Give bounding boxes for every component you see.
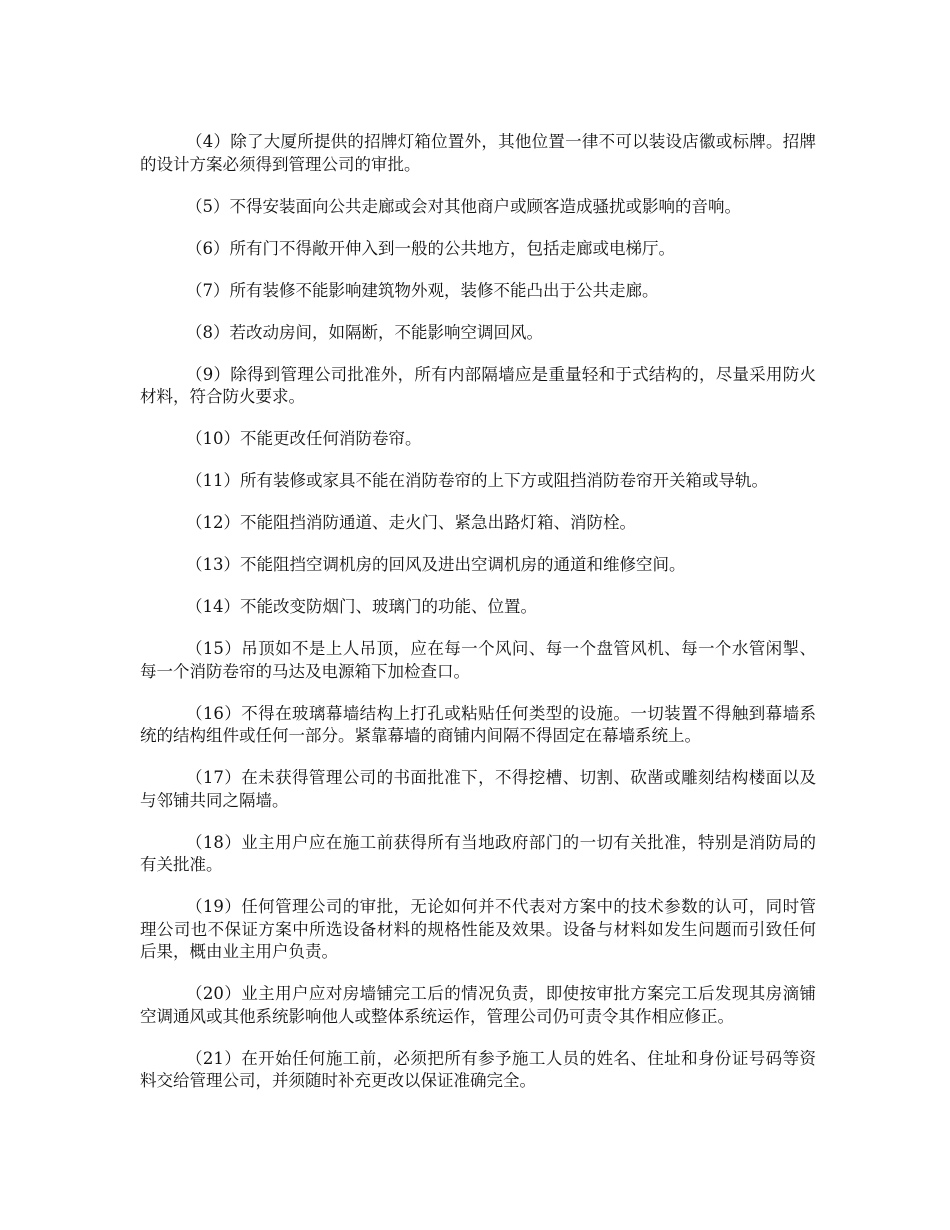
clause-5: （5）不得安装面向公共走廊或会对其他商户或顾客造成骚扰或影响的音响。	[186, 196, 741, 216]
document-page	[140, 131, 816, 1112]
clause-8: （8）若改动房间，如隔断，不能影响空调回风。	[186, 322, 543, 342]
clause-17: （17）在未获得管理公司的书面批准下，不得挖槽、切割、砍凿或雕刻结构楼面以及与邻铺共同之隔墙。	[140, 768, 816, 810]
clause-15: （15）吊顶如不是上人吊顶，应在每一个风问、每一个盘管风机、每一个水管闲掣、每一个消防卷帘的马达及电源箱下加检查口。	[140, 639, 816, 681]
clause-18: （18）业主用户应在施工前获得所有当地政府部门的一切有关批准，特别是消防局的有关批准。	[140, 832, 816, 874]
clause-20: （20）业主用户应对房墙铺完工后的情况负责，即使按审批方案完工后发现其房滴铺空调通风或其他系统影响他人或整体系统运作，管理公司仍可责令其作相应修正。	[140, 984, 816, 1026]
clause-14: （14）不能改变防烟门、玻璃门的功能、位置。	[186, 597, 537, 616]
clause-9: （9）除得到管理公司批准外，所有内部隔墙应是重量轻和于式结构的，尽量采用防火材料，符合防火要求。	[140, 364, 816, 406]
clause-4: （4）除了大厦所提供的招牌灯箱位置外，其他位置一律不可以装设店徽或标牌。招牌的设计方案必须得到管理公司的审批。	[140, 132, 816, 174]
clause-19: （19）任何管理公司的审批，无论如何并不代表对方案中的技术参数的认可，同时管理公司也不保证方案中所选设备材料的规格性能及效果。设备与材料如发生问题而引致任何后果，概由业主用户负责。	[140, 897, 816, 961]
clause-7: （7）所有装修不能影响建筑物外观，装修不能凸出于公共走廊。	[186, 280, 659, 300]
clause-11: （11）所有装修或家具不能在消防卷帘的上下方或阻挡消防卷帘开关箱或导轨。	[186, 471, 768, 490]
clause-16: （16）不得在玻璃幕墙结构上打孔或粘贴任何类型的设施。一切装置不得触到幕墙系统的结构组件或任何一部分。紧靠幕墙的商铺内间隔不得固定在幕墙系统上。	[140, 703, 816, 745]
clause-6: （6）所有门不得敞开伸入到一般的公共地方，包括走廊或电梯厅。	[186, 238, 675, 258]
clause-21: （21）在开始任何施工前，必须把所有参予施工人员的姓名、住址和身份证号码等资料交给管理公司，并须随时补充更改以保证准确完全。	[140, 1048, 816, 1090]
clause-10: （10）不能更改任何消防卷帘。	[186, 429, 422, 448]
clause-12: （12）不能阻挡消防通道、走火门、紧急出路灯箱、消防栓。	[186, 513, 636, 532]
clause-13: （13）不能阻挡空调机房的回风及进出空调机房的通道和维修空间。	[186, 555, 686, 574]
